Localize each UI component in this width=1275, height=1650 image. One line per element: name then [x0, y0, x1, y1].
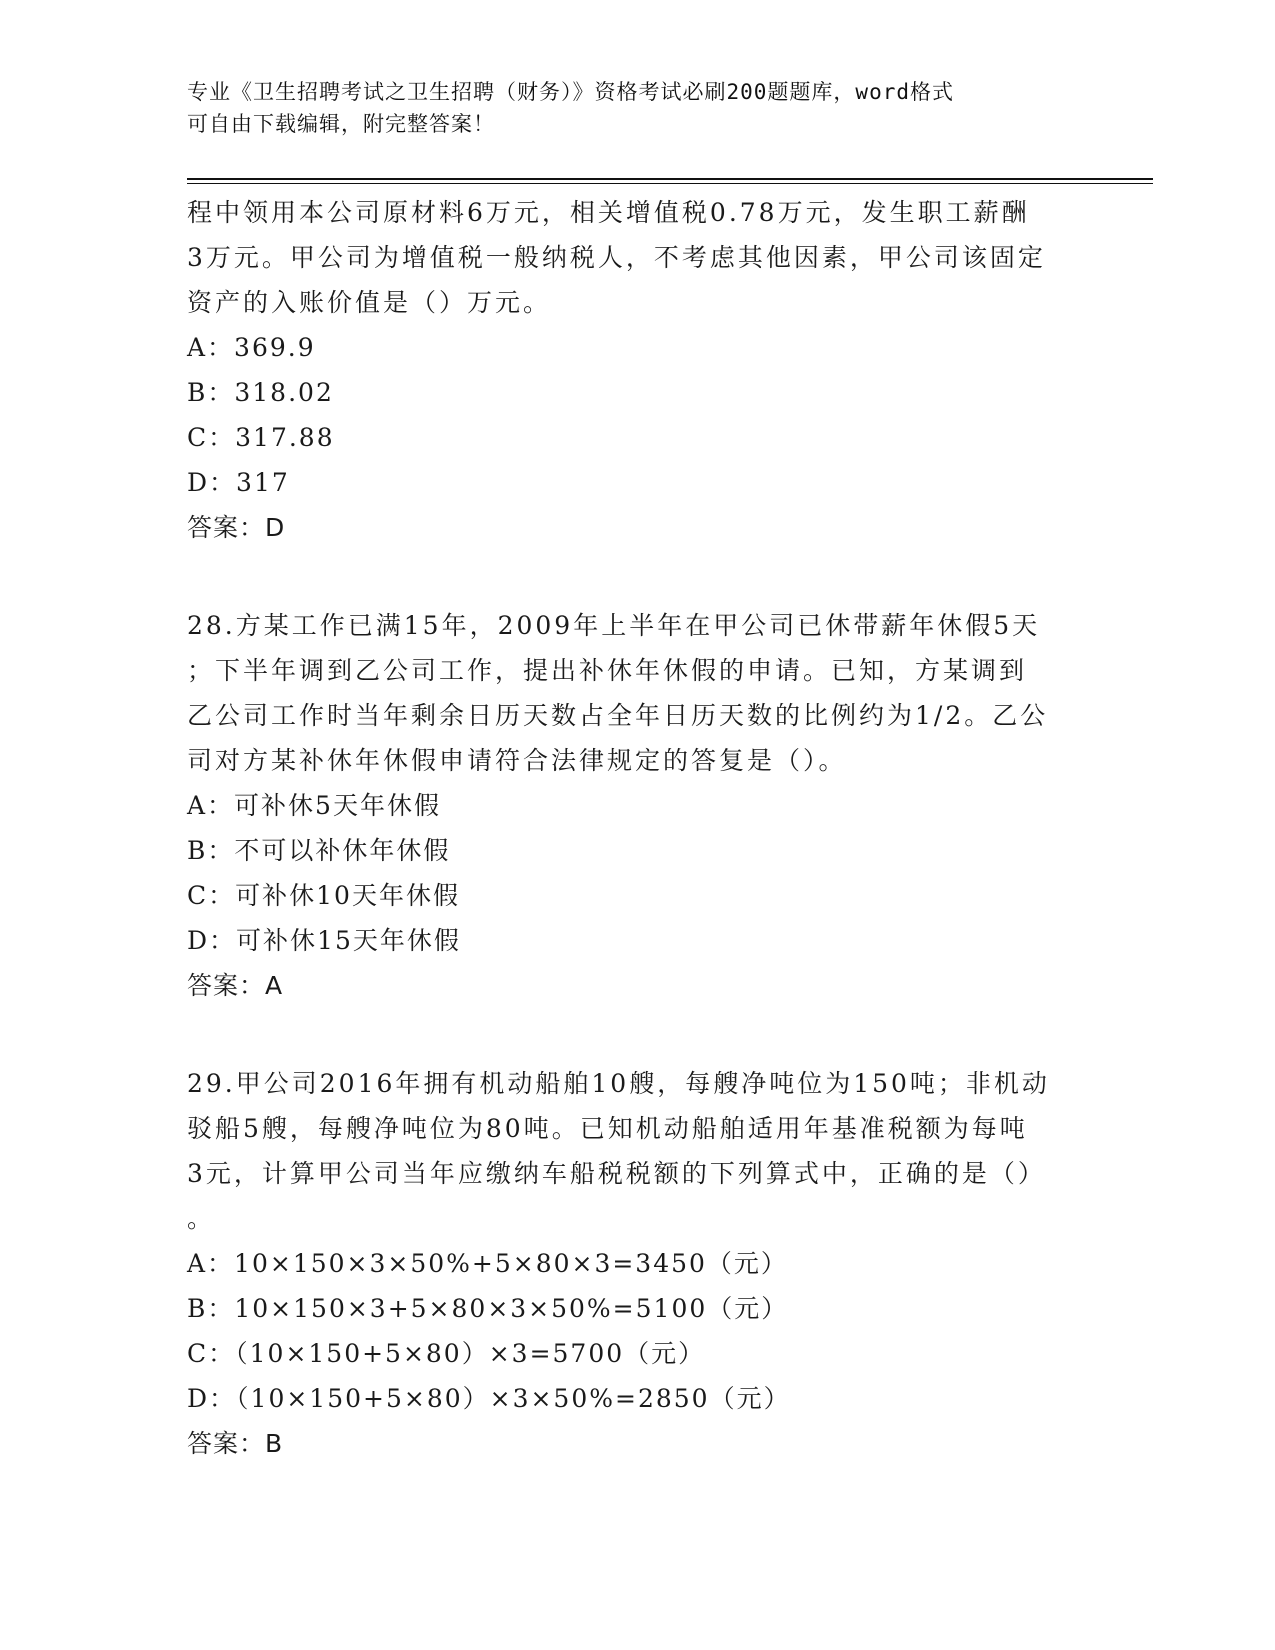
question-line: 程中领用本公司原材料6万元，相关增值税0.78万元，发生职工薪酬: [187, 198, 1030, 227]
question-line: 驳船5艘，每艘净吨位为80吨。已知机动船舶适用年基准税额为每吨: [187, 1114, 1028, 1143]
question-line: 29.甲公司2016年拥有机动船舶10艘，每艘净吨位为150吨；非机动: [187, 1069, 1050, 1098]
option-d: D：可补休15天年休假: [187, 926, 461, 955]
question-line: 乙公司工作时当年剩余日历天数占全年日历天数的比例约为1/2。乙公: [187, 701, 1049, 730]
option-c: C：317.88: [187, 423, 335, 452]
question-line: ；下半年调到乙公司工作，提出补休年休假的申请。已知，方某调到: [187, 656, 1028, 685]
option-d: D：（10×150+5×80）×3×50%=2850（元）: [187, 1384, 791, 1413]
option-a: A：可补休5天年休假: [187, 791, 441, 820]
document-header: [187, 76, 1087, 140]
header-line-2: 可自由下载编辑，附完整答案！: [187, 112, 495, 136]
question-line: 。: [187, 1204, 216, 1233]
answer-label: 答案：B: [187, 1429, 284, 1458]
header-divider-thin: [187, 183, 1153, 184]
option-b: B：10×150×3+5×80×3×50%=5100（元）: [187, 1294, 789, 1323]
option-d: D：317: [187, 468, 290, 497]
header-divider-thick: [187, 178, 1153, 180]
spacer: [187, 550, 1087, 603]
question-line: 28.方某工作已满15年，2009年上半年在甲公司已休带薪年休假5天: [187, 611, 1041, 640]
question-line: 资产的入账价值是（）万元。: [187, 288, 552, 317]
spacer: [187, 1008, 1087, 1061]
answer-label: 答案：D: [187, 513, 286, 542]
question-text: [187, 190, 1087, 325]
question-29: [187, 1061, 1087, 1466]
option-c: C：（10×150+5×80）×3=5700（元）: [187, 1339, 706, 1368]
question-text: [187, 1061, 1087, 1241]
question-line: 3万元。甲公司为增值税一般纳税人，不考虑其他因素，甲公司该固定: [187, 243, 1046, 272]
question-content: [187, 190, 1087, 1466]
option-a: A：10×150×3×50%+5×80×3=3450（元）: [187, 1249, 788, 1278]
question-line: 司对方某补休年休假申请符合法律规定的答复是（）。: [187, 746, 847, 775]
question-27: [187, 190, 1087, 550]
question-line: 3元，计算甲公司当年应缴纳车船税税额的下列算式中，正确的是（）: [187, 1159, 1046, 1188]
answer-label: 答案：A: [187, 971, 284, 1000]
option-c: C：可补休10天年休假: [187, 881, 460, 910]
option-a: A：369.9: [187, 333, 316, 362]
header-line-1: 专业《卫生招聘考试之卫生招聘（财务）》资格考试必刷200题题库，word格式: [187, 80, 954, 104]
option-b: B：318.02: [187, 378, 334, 407]
question-28: [187, 603, 1087, 1008]
question-text: [187, 603, 1087, 783]
option-b: B：不可以补休年休假: [187, 836, 451, 865]
